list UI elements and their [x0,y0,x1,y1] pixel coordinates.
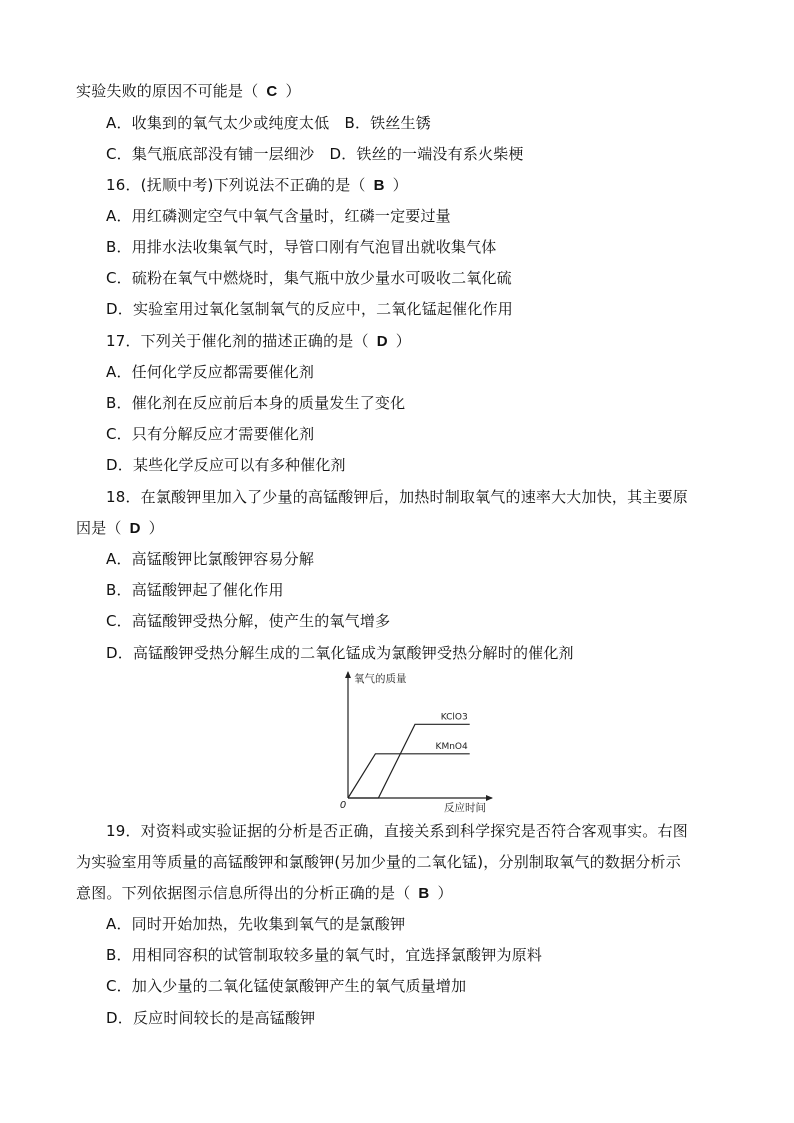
y-axis-label: 氧气的质量 [354,673,407,685]
q16-close: ） [392,176,408,194]
y-axis-arrow [345,671,351,678]
q17-option-d: D．某些化学反应可以有多种催化剂 [106,456,346,474]
q18-stem-text: 因是（ [76,519,122,537]
q16-option-d: D．实验室用过氧化氢制氧气的反应中，二氧化锰起催化作用 [106,300,513,318]
q16-option-b: B．用排水法收集氧气时，导管口刚有气泡冒出就收集气体 [106,238,497,256]
q17-stem [106,331,411,352]
chart-series [348,724,470,798]
q18-option-b: B．高锰酸钾起了催化作用 [106,581,284,599]
q15-stem-text: 实验失败的原因不可能是（ [76,82,259,100]
series-line-kmno4 [348,754,470,798]
q17-option-a: A．任何化学反应都需要催化剂 [106,363,315,381]
x-axis-label: 反应时间 [444,802,486,814]
q19-option-a: A．同时开始加热，先收集到氧气的是氯酸钾 [106,915,406,933]
q17-stem-text: 17．下列关于催化剂的描述正确的是（ [106,332,369,350]
q16-stem-text: 16．(抚顺中考)下列说法不正确的是（ [106,176,366,194]
q18-option-a: A．高锰酸钾比氯酸钾容易分解 [106,550,315,568]
q16-option-a: A．用红磷测定空气中氧气含量时，红磷一定要过量 [106,207,451,225]
q18-stem-line1: 18．在氯酸钾里加入了少量的高锰酸钾后，加热时制取氧气的速率大大加快，其主要原 [106,488,688,506]
chart-labels [340,672,486,814]
q19-stem-line1: 19．对资料或实验证据的分析是否正确，直接关系到科学探究是否符合客观事实。右图 [106,822,688,840]
series-label-kmno4: KMnO4 [435,741,468,752]
q15-stem [76,81,301,102]
q16-option-c: C．硫粉在氧气中燃烧时，集气瓶中放少量水可吸收二氧化硫 [106,269,512,287]
q17-close: ） [395,332,411,350]
q17-option-c: C．只有分解反应才需要催化剂 [106,425,315,443]
q15-answer: C [266,83,278,100]
q18-answer: D [129,520,141,537]
q19-option-c: C．加入少量的二氧化锰使氯酸钾产生的氧气质量增加 [106,977,467,995]
q19-option-b: B．用相同容积的试管制取较多量的氧气时，宜选择氯酸钾为原料 [106,946,543,964]
q15-option-ab: A．收集到的氧气太少或纯度太低 B．铁丝生锈 [106,114,431,132]
q15-option-cd: C．集气瓶底部没有铺一层细沙 D．铁丝的一端没有系火柴梗 [106,145,524,163]
q19-option-d: D．反应时间较长的是高锰酸钾 [106,1009,316,1027]
origin-label: 0 [339,800,347,811]
q19-stem-line2: 为实验室用等质量的高锰酸钾和氯酸钾(另加少量的二氧化锰)，分别制取氧气的数据分析示 [76,853,681,871]
q18-option-d: D．高锰酸钾受热分解生成的二氧化锰成为氯酸钾受热分解时的催化剂 [106,644,574,662]
q15-close: ） [285,82,301,100]
q16-answer: B [373,177,385,194]
q18-option-c: C．高锰酸钾受热分解，使产生的氧气增多 [106,612,391,630]
q19-stem-line3 [76,883,453,904]
q18-stem-line2 [76,518,164,539]
q17-answer: D [376,333,388,350]
x-axis-arrow [486,795,493,801]
q19-answer: B [418,885,430,902]
q19-close: ） [437,884,453,902]
chart-axes [345,671,493,801]
q19-stem-text: 意图。下列依据图示信息所得出的分析正确的是（ [76,884,411,902]
series-line-kclo3 [348,724,470,798]
q18-close: ） [148,519,164,537]
oxygen-mass-chart [336,670,496,816]
q16-stem [106,175,408,196]
series-label-kclo3: KClO3 [440,712,468,723]
q17-option-b: B．催化剂在反应前后本身的质量发生了变化 [106,394,406,412]
